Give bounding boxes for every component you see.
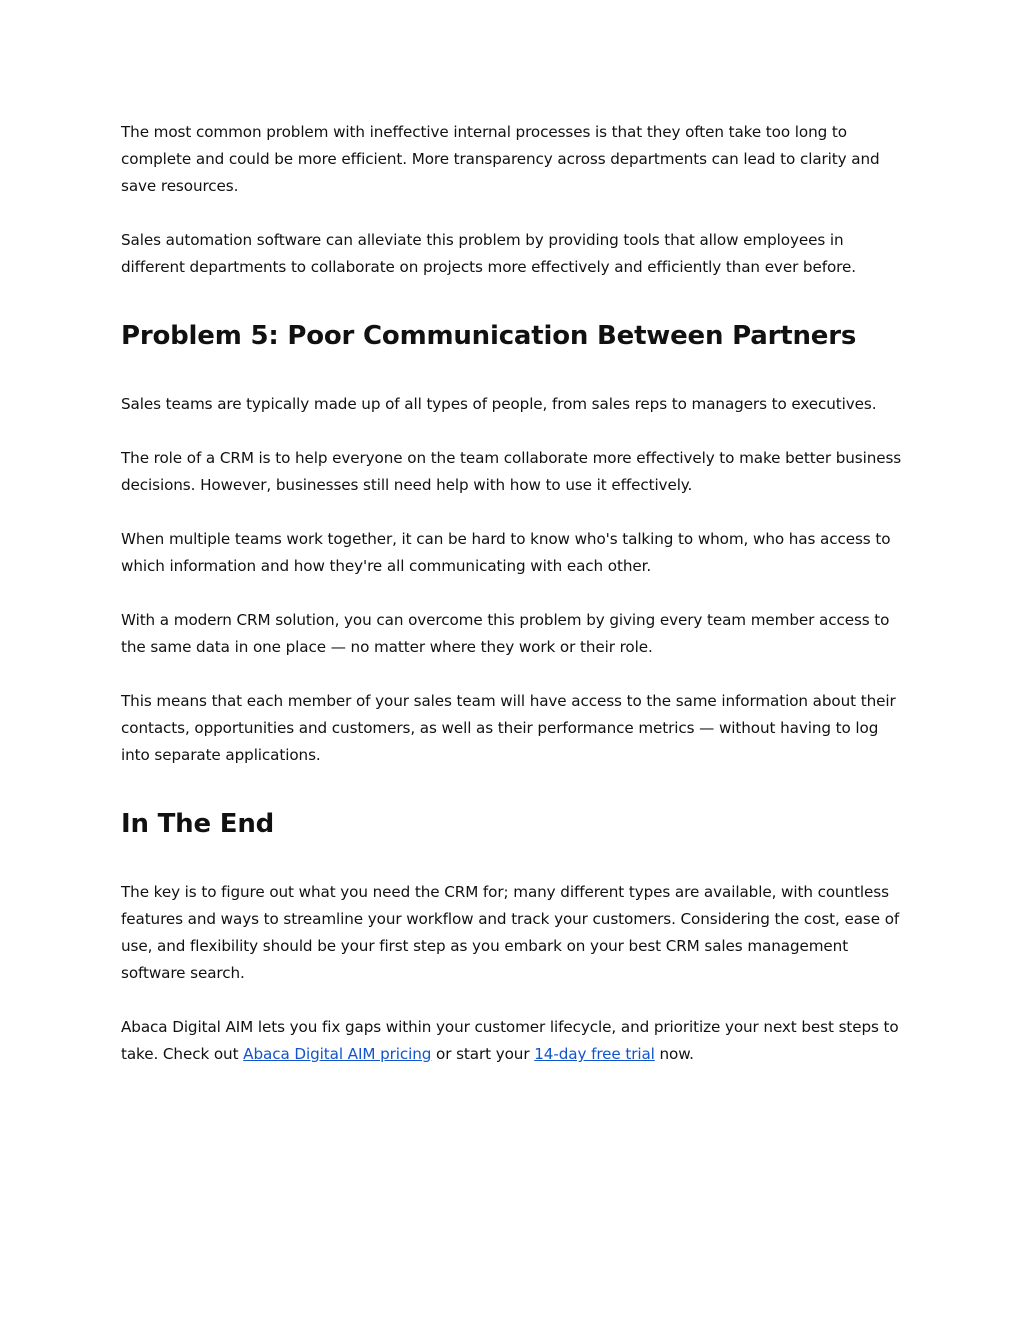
problem-5-paragraph-3: When multiple teams work together, it can be hard to know who's talking to whom, who has access to which information and how they're all communicating with each other. [121,530,891,575]
cta-prefix-text: Abaca Digital AIM lets you fix gaps within your customer lifecycle, and prioritize your next best steps to take. Check out [121,1018,899,1063]
document-page [121,119,911,1095]
intro-paragraph-1: The most common problem with ineffective internal processes is that they often take too long to complete and could be more efficient. More transparency across departments can lead to clarity and save resources. [121,123,880,195]
in-the-end-paragraph-1: The key is to figure out what you need the CRM for; many different types are available, with countless features and ways to streamline your workflow and track your customers. Considering the cost, ease of use, and flexibility should be your first step as you embark on your best CRM sales management software search. [121,883,900,982]
cta-paragraph [121,1014,911,1068]
free-trial-link[interactable]: 14-day free trial [534,1045,655,1063]
problem-5-paragraph-2: The role of a CRM is to help everyone on the team collaborate more effectively to make better business decisions. However, businesses still need help with how to use it effectively. [121,449,902,494]
cta-middle-text: or start your [431,1045,535,1063]
intro-paragraph-2: Sales automation software can alleviate this problem by providing tools that allow employees in different departments to collaborate on projects more effectively and efficiently than ever before. [121,231,856,276]
cta-suffix-text: now. [654,1045,694,1063]
pricing-link[interactable]: Abaca Digital AIM pricing [243,1045,432,1063]
problem-5-paragraph-1: Sales teams are typically made up of all types of people, from sales reps to managers to executives. [121,395,877,413]
problem-5-paragraph-5: This means that each member of your sales team will have access to the same information about their contacts, opportunities and customers, as well as their performance metrics — without having to log into separate applications. [121,692,896,764]
in-the-end-heading: In The End [121,809,275,839]
problem-5-heading: Problem 5: Poor Communication Between Partners [121,321,857,351]
problem-5-paragraph-4: With a modern CRM solution, you can overcome this problem by giving every team member access to the same data in one place — no matter where they work or their role. [121,611,890,656]
